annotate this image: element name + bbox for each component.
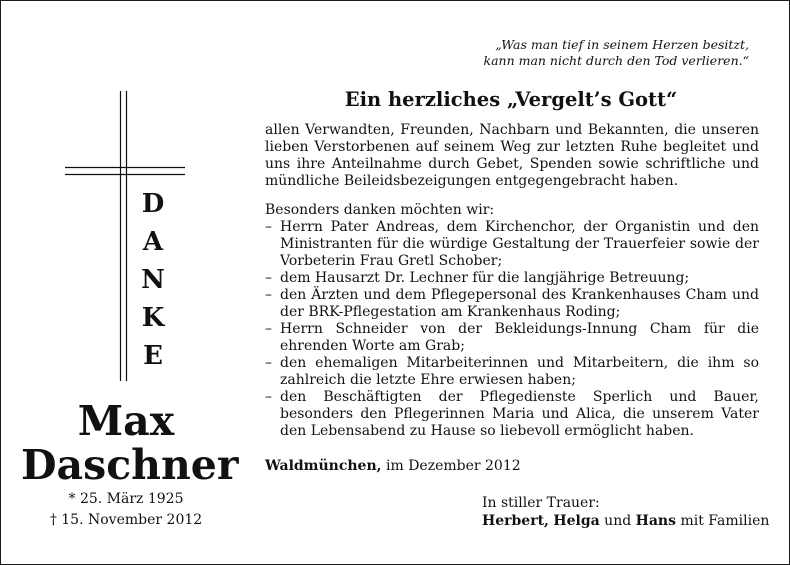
thanks-list [265, 219, 759, 440]
deceased-first-name: Max [77, 397, 175, 445]
deceased-name [21, 397, 239, 489]
mourner-name-3: Hans [635, 513, 676, 529]
list-item [265, 389, 759, 440]
epigraph-quote [389, 37, 749, 69]
list-item [265, 270, 759, 287]
intro-paragraph: allen Verwandten, Freunden, Nachbarn und Bekannten, die unseren lieben Verstorbenen auf seinem Weg zur letzten Ruhe begleitet und uns ihre Anteilnahme durch Gebet, Spenden sowie schriftliche und mündliche Beileidsbezeigungen entgegengebracht haben. [265, 122, 759, 189]
mourner-name-1: Herbert, [482, 513, 549, 529]
mourning-label: In stiller Trauer: [482, 495, 600, 511]
place-date-line [265, 458, 521, 475]
dash-bullet: – [265, 219, 272, 235]
danke-letter: E [143, 341, 163, 371]
mourners-line [482, 513, 769, 530]
list-item-text: Herrn Schneider von der Bekleidungs-Innung Cham für die ehrenden Worte am Grab; [280, 321, 759, 354]
mourner-name-2: Helga [553, 513, 600, 529]
place-date: im Dezember 2012 [385, 458, 521, 474]
dash-bullet: – [265, 287, 272, 303]
dash-bullet: – [265, 389, 272, 405]
list-item [265, 355, 759, 389]
list-item-text: den Ärzten und dem Pflegepersonal des Krankenhauses Cham und der BRK-Pflegestation am Krankenhaus Roding; [280, 287, 759, 320]
life-dates [21, 489, 231, 531]
danke-letter: D [141, 189, 165, 219]
list-item-text: den ehemaligen Mitarbeiterinnen und Mitarbeitern, die ihm so zahlreich die letzte Ehre erwiesen haben; [280, 355, 759, 388]
list-item [265, 287, 759, 321]
special-thanks-heading: Besonders danken möchten wir: [265, 202, 495, 218]
danke-letter: N [141, 265, 165, 295]
quote-line-1: „Was man tief in seinem Herzen besitzt, [495, 37, 749, 52]
dash-bullet: – [265, 270, 272, 286]
list-item-text: dem Hausarzt Dr. Lechner für die langjährige Betreuung; [280, 270, 690, 286]
thanks-heading: Ein herzliches „Vergelt’s Gott“ [344, 88, 678, 111]
birth-date: * 25. März 1925 [68, 491, 184, 507]
mourner-conjunction: und [604, 513, 632, 529]
list-item [265, 219, 759, 270]
list-item [265, 321, 759, 355]
list-item-text: den Beschäftigten der Pflegedienste Sperlich und Bauer, besonders den Pflegerinnen Maria und Alica, die unserem Vater den Lebensabend zu Hause so liebevoll ermöglicht haben. [280, 389, 759, 439]
quote-line-2: kann man nicht durch den Tod verlieren.“ [483, 53, 749, 68]
list-item-text: Herrn Pater Andreas, dem Kirchenchor, der Organistin und den Ministranten für die würdige Gestaltung der Trauerfeier sowie der Vorbeterin Frau Gretl Schober; [280, 219, 759, 269]
dash-bullet: – [265, 355, 272, 371]
dash-bullet: – [265, 321, 272, 337]
death-date: † 15. November 2012 [49, 512, 203, 528]
place-town: Waldmünchen, [265, 458, 382, 474]
mourner-suffix: mit Familien [680, 513, 770, 529]
danke-letter: K [141, 303, 165, 333]
danke-letter: A [142, 227, 164, 257]
danke-vertical-text [131, 185, 175, 375]
deceased-last-name: Daschner [21, 441, 239, 489]
